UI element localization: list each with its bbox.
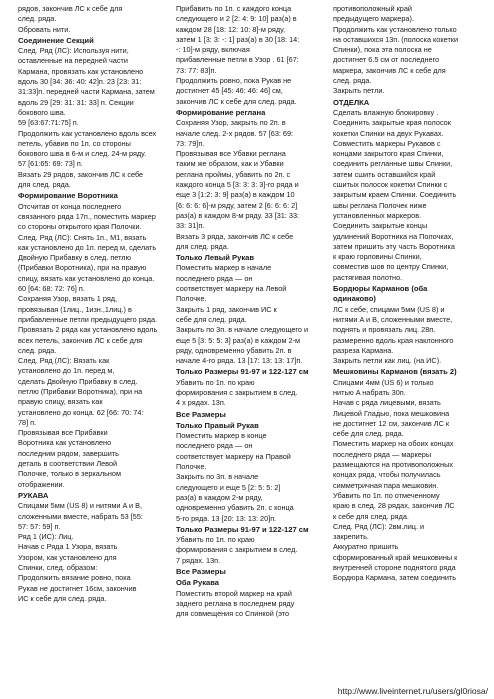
section-heading: Все Размеры bbox=[176, 409, 226, 419]
paragraph: Сохраняя Узор, закрыть по 2п. в начале след. 2-х рядов. 57 [63: 69: 73: 79]п. Провязывая все Убавки реглана таким же образом, как и Убавки реглана проймы, убавить по 2п. с каждого конца 5 [3: 3: 3: 3]-го ряда и еще 3 [1:2: 3: 9] раз(а) в каждом 10 [6: 6: 6: 6]-м ряду, затем 2 [6: 6: 6: 2] раз(а) в каждом 8-м ряду. 33 [31: 33: 33: 31]п. Вязать 3 ряда, закончив ЛС к себе для след. ряда. bbox=[176, 118, 300, 251]
section-heading: РУКАВА bbox=[18, 490, 49, 500]
paragraph: Отсчитав от конца последнего связанного ряда 17п., поместить маркер со стороны открытого края Полочки. bbox=[18, 201, 156, 232]
section-heading: Только Размеры 91-97 и 122-127 см bbox=[176, 524, 309, 534]
paragraph: Ряд 1 (ИС): Лиц. Начав с Ряда 1 Узора, вязать Узором, как установлено для Спинки, след. образом: Продолжить вязание ровно, пока Рукав не достигнет 16см, закончив ИС к себе для след. ряда. bbox=[18, 532, 137, 603]
paragraph: След. Ряд (ЛС): Используя нити, оставленные на передней части Кармана, провязать как установлено вдоль 30 [34: 36: 40: 42]п. 23 [23: 31: 31:33]п. передней части Кармана, затем вдоль 29 [29: 31: 31: 33] п. Секции бокового шва. 59 [63:67:71:75] п. bbox=[18, 46, 155, 128]
section-heading: Формирование Воротника bbox=[18, 191, 118, 201]
paragraph: Сделать влажную блокировку . Соединить закрытые края полосок кокетки Спинки на двух Рукавах. Совместить маркеры Рукавов с концами закрытого края Спинки, соединить регланные швы Спинки, затем сшить оставшийся край сшитых полосок кокетки Спинки с закрытым краем Спинки. Соединить швы реглана Полочек ниже установленных маркеров. Соединить закрытые концы удлинений Воротника на Полочках, затем пришить эту часть Воротника к краю горловины Спинки, совместив шов по центру Спинки, растягивая полотно. bbox=[333, 107, 457, 282]
section-heading: Формирование реглана bbox=[176, 107, 266, 117]
source-url[interactable]: http://www.liveinternet.ru/users/gl0riosa/ bbox=[337, 686, 488, 696]
paragraph: Прибавить по 1п. с каждого конца следующего и 2 [2: 4: 9: 10] раз(а) в каждом 28 [18: 12: 10: 8]-м ряду, затем 1 [3: 3: -: 1] раз(а) в 30 [18: 14: -: 10]-м ряду, включая прибавленные петли в Узор . 61 [67: 73: 77: 83]п. Продолжить ровно, пока Рукав не достигнет 45 [45: 46: 46: 46] см, закончив ЛС к себе для след. ряда. bbox=[176, 4, 300, 106]
paragraph: Поместить маркер в конце последнего ряда — он соответствует маркеру на Правой Полочке. Закрыть по 3п. в начале следующего и еще 5 [2: 5: 5: 2] раз(а) в каждом 2-м ряду, одновременно убавить 2п. с конца 5-го ряда. 13 [20: 13: 13: 20]п. bbox=[176, 431, 294, 523]
paragraph: Спицами 4мм (US 6) и только нитью A набрать 30п. Начав с ряда лицевыми, вязать Лицевой Гладью, пока мешковина не достигнет 12 см, закончив ЛС к себе для след. ряда. Поместить маркер на обоих концах последнего ряда — маркеры размещаются на противоположных концах ряда, чтобы получилась симметричная пара мешковин. Убавить по 1п. по отмеченному краю в след. 28 рядах, закончив ЛС к себе для след. ряда. След. Ряд (ЛС): 2вм.лиц. и закрепить. Аккуратно пришить сформированный край мешковины к внутренней стороне поднятого ряда Бордюра Кармана, затем соединить bbox=[333, 377, 458, 583]
paragraph: Спицами 5мм (US 8) и нитями A и B, сложенными вместе, набрать 53 [55: 57: 57: 59] п. bbox=[18, 501, 143, 531]
text-column-2 bbox=[176, 4, 324, 620]
paragraph: Убавить по 1п. по краю формирования с закрытием в след. 7 рядах. 13п. bbox=[176, 535, 298, 565]
section-heading: Только Размеры 91-97 и 122-127 см bbox=[176, 367, 309, 377]
section-heading: Мешковины Карманов (вязать 2) bbox=[333, 367, 457, 377]
section-heading: Оба Рукава bbox=[176, 578, 220, 588]
section-heading: Соединение Секций bbox=[18, 35, 94, 45]
paragraph: След. Ряд (ЛС): Вязать как установлено до 1п. перед м, сделать Двойную Прибавку в след. петлю (Прибавки Воротника), при на правую спицу, вязать как установлено до конца. 62 [66: 70: 74: 78] п. Провязывая все Прибавки Воротника как установлено последним рядом, завершить деталь в соответствии Левой Полочке, только в зеркальном отображении. bbox=[18, 356, 144, 489]
paragraph: рядов, закончив ЛС к себе для след. ряда. Обровать нити. bbox=[18, 4, 123, 34]
section-heading: Все Размеры bbox=[176, 567, 226, 577]
paragraph: Продолжить как установлено вдоль всех петель, убавив по 1п. со стороны бокового шва в 6-м и след. 24-м ряду. 57 [61:65: 69: 73] п. Вязать 29 рядов, закончив ЛС к себе для след. ряда. bbox=[18, 128, 157, 190]
section-heading: Бордюры Карманов (оба одинаково) bbox=[333, 284, 428, 304]
section-heading: Только Левый Рукав bbox=[176, 253, 255, 263]
paragraph: След. Ряд (ЛС): Снять 1п., М1, вязать как установлено до 1п. перед м, сделать Двойную Прибавку в след. петлю (Прибавки Воротника), при на правую спицу, вязать как установлено до конца. 60 [64: 68: 72: 76] п. Сохраняя Узор, вязать 1 ряд, провязывая (1лиц., 1изн.,1лиц.) в прибавленные петли предыдущего ряда. Провязать 2 ряда как установлено вдоль всех петель, закончив ЛС к себе для след. ряда. bbox=[18, 232, 158, 355]
text-column-1 bbox=[18, 4, 166, 604]
paragraph: противоположный край предыдущего маркера). Продолжить как установлено только на оставшихся 13п. (полоска кокетки Спинки), пока эта полоска не достигнет 6.5 см от последнего маркера, закончив ЛС к себе для след. ряда. Закрыть петли. bbox=[333, 4, 459, 96]
section-heading: Только Правый Рукав bbox=[176, 420, 259, 430]
section-heading: ОТДЕЛКА bbox=[333, 97, 370, 107]
text-column-3 bbox=[333, 4, 483, 584]
paragraph: ЛС к себе, спицами 5мм (US 8) и нитями A и B, сложенными вместе, поднять и провязать лиц. 28п. размеренно вдоль края наклонного разреза Кармана. Закрыть петли как лиц. (на ИС). bbox=[333, 304, 454, 366]
paragraph: Поместить второй маркер на край заднего реглана в последнем ряду для совмещения со Спинкой (это bbox=[176, 588, 295, 619]
paragraph: Поместить маркер в начале последнего ряда — он соответствует маркеру на Левой Полочке. Закрыть 1 ряд, закончив ИС к себе для след. ряда. Закрыть по 3п. в начале следующего и еще 5 [3: 5: 5: 3] раз(а) в каждом 2-м ряду, одновременно убавить 2п. в начале 4-го ряда. 13 [17: 13: 13: 17]п. bbox=[176, 263, 309, 366]
paragraph: Убавить по 1п. по краю формирования с закрытием в след. 4 х рядах. 13п. bbox=[176, 377, 298, 408]
